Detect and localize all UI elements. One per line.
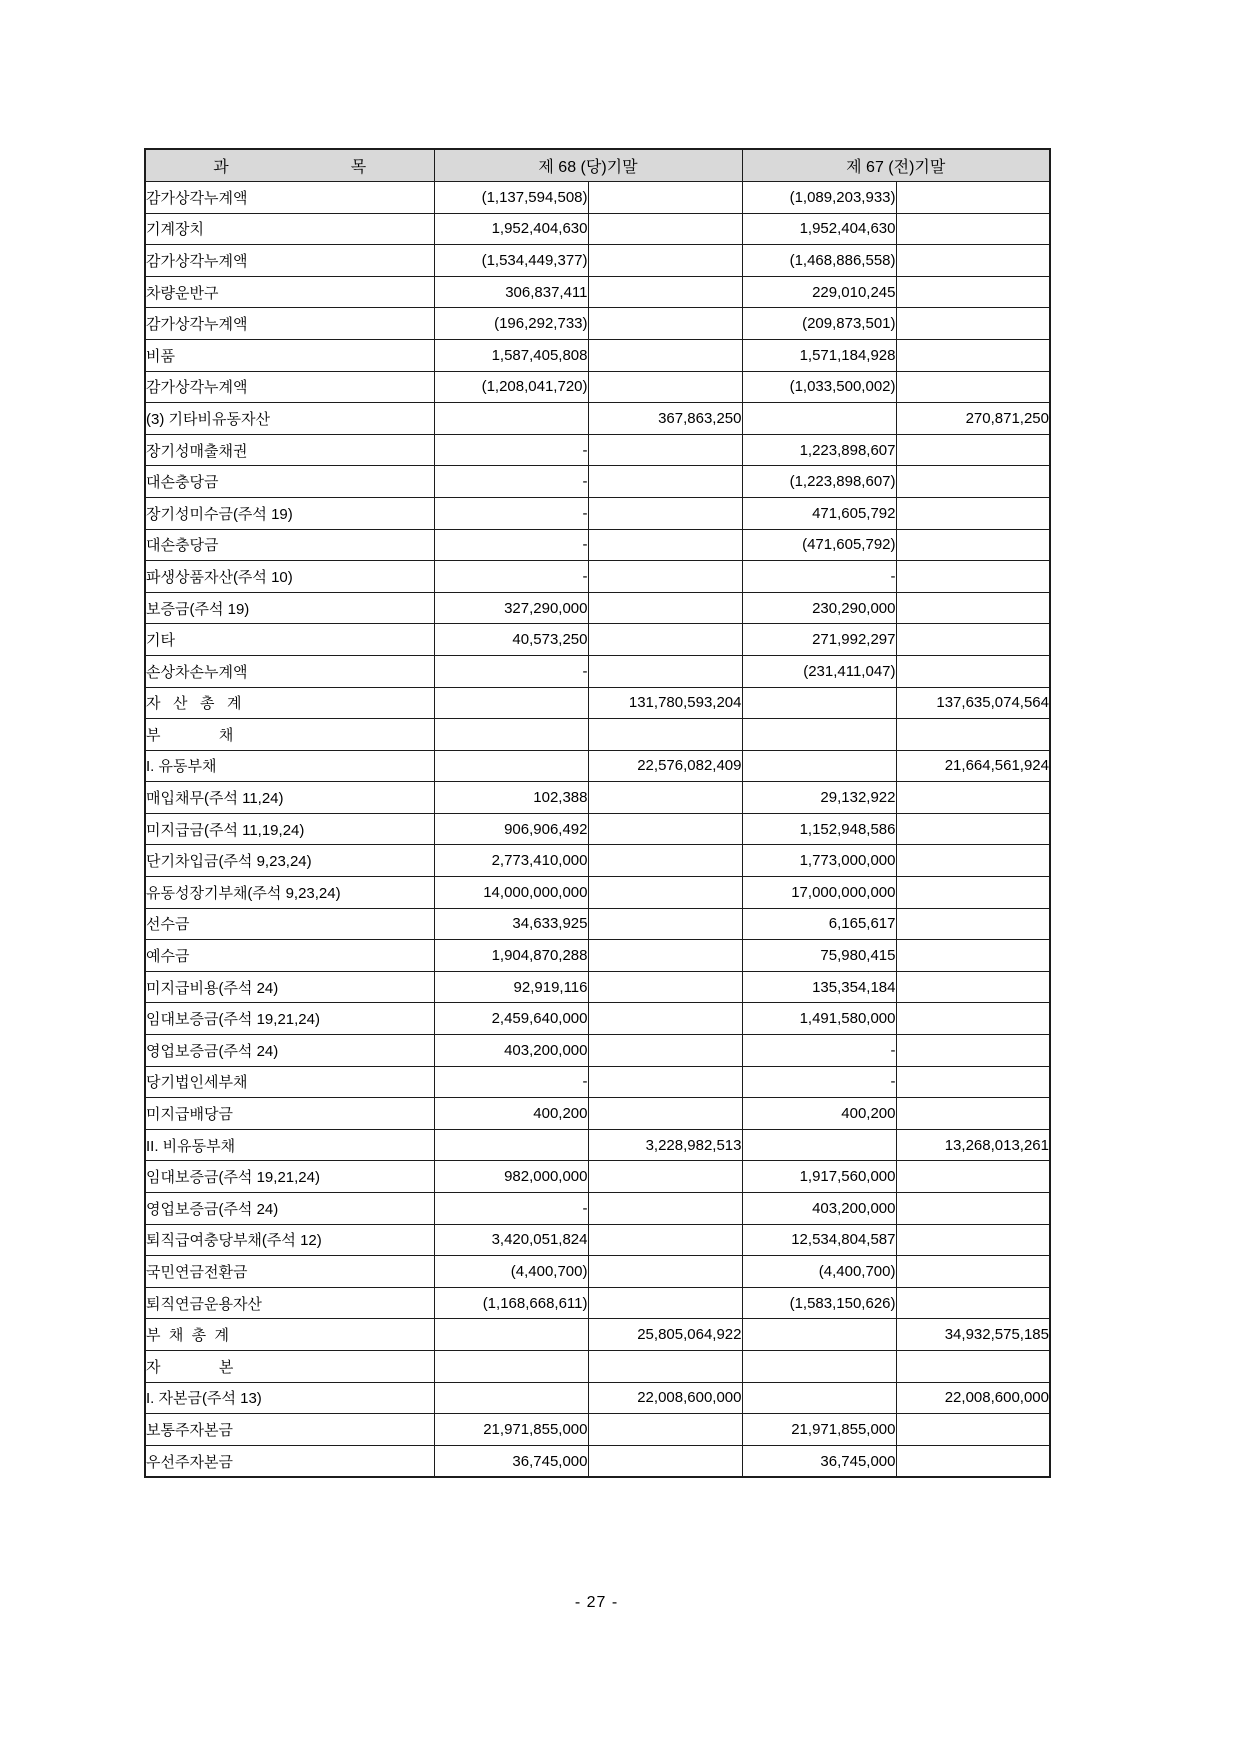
prior-total-amount-cell (896, 339, 1050, 371)
table-row (145, 1003, 1050, 1035)
table-row (145, 1350, 1050, 1382)
current-detail-amount-cell: 403,200,000 (434, 1035, 588, 1067)
current-detail-amount-cell: - (434, 434, 588, 466)
current-total-amount-cell: 131,780,593,204 (588, 687, 742, 719)
prior-detail-amount-cell (742, 1129, 896, 1161)
item-cell: 기계장치 (145, 213, 434, 245)
table-row (145, 750, 1050, 782)
table-row (145, 719, 1050, 751)
prior-detail-amount-cell: (4,400,700) (742, 1256, 896, 1288)
prior-total-amount-cell: 22,008,600,000 (896, 1382, 1050, 1414)
item-cell: 유동성장기부채(주석 9,23,24) (145, 877, 434, 909)
item-cell: 감가상각누계액 (145, 371, 434, 403)
item-cell: 국민연금전환금 (145, 1256, 434, 1288)
current-detail-amount-cell (434, 403, 588, 435)
current-detail-amount-cell: (4,400,700) (434, 1256, 588, 1288)
item-cell: 감가상각누계액 (145, 245, 434, 277)
current-detail-amount-cell: 3,420,051,824 (434, 1224, 588, 1256)
prior-detail-amount-cell: (1,089,203,933) (742, 182, 896, 214)
prior-total-amount-cell (896, 940, 1050, 972)
item-cell: 자 본 (145, 1350, 434, 1382)
table-row (145, 1319, 1050, 1351)
current-detail-amount-cell: 982,000,000 (434, 1161, 588, 1193)
prior-detail-amount-cell (742, 403, 896, 435)
prior-detail-amount-cell: 17,000,000,000 (742, 877, 896, 909)
current-detail-amount-cell: 36,745,000 (434, 1445, 588, 1477)
prior-detail-amount-cell: 12,534,804,587 (742, 1224, 896, 1256)
current-total-amount-cell (588, 182, 742, 214)
table-row (145, 1066, 1050, 1098)
current-total-amount-cell: 367,863,250 (588, 403, 742, 435)
prior-detail-amount-cell: 471,605,792 (742, 497, 896, 529)
current-total-amount-cell (588, 245, 742, 277)
table-row (145, 1161, 1050, 1193)
current-total-amount-cell (588, 434, 742, 466)
current-detail-amount-cell: 2,459,640,000 (434, 1003, 588, 1035)
prior-total-amount-cell (896, 561, 1050, 593)
item-cell: 임대보증금(주석 19,21,24) (145, 1161, 434, 1193)
table-body (145, 182, 1050, 1478)
balance-sheet-table (144, 148, 1051, 1478)
item-cell: 부 채 (145, 719, 434, 751)
item-cell: 영업보증금(주석 24) (145, 1035, 434, 1067)
table-row (145, 1098, 1050, 1130)
prior-detail-amount-cell (742, 719, 896, 751)
prior-detail-amount-cell (742, 1382, 896, 1414)
current-total-amount-cell (588, 308, 742, 340)
prior-total-amount-cell (896, 529, 1050, 561)
current-detail-amount-cell: 102,388 (434, 782, 588, 814)
current-detail-amount-cell (434, 1350, 588, 1382)
item-cell: 퇴직연금운용자산 (145, 1287, 434, 1319)
prior-detail-amount-cell: - (742, 1066, 896, 1098)
current-detail-amount-cell: - (434, 1193, 588, 1225)
header-current-period: 제 68 (당)기말 (434, 149, 742, 182)
item-cell: 대손충당금 (145, 529, 434, 561)
table-row (145, 434, 1050, 466)
current-total-amount-cell (588, 1003, 742, 1035)
table-row (145, 624, 1050, 656)
table-row (145, 1035, 1050, 1067)
current-total-amount-cell (588, 1414, 742, 1446)
current-detail-amount-cell: - (434, 561, 588, 593)
current-detail-amount-cell: (1,168,668,611) (434, 1287, 588, 1319)
current-total-amount-cell (588, 813, 742, 845)
current-detail-amount-cell: 306,837,411 (434, 276, 588, 308)
prior-total-amount-cell (896, 245, 1050, 277)
current-total-amount-cell (588, 466, 742, 498)
table-row (145, 1287, 1050, 1319)
current-detail-amount-cell: (1,208,041,720) (434, 371, 588, 403)
item-cell: 임대보증금(주석 19,21,24) (145, 1003, 434, 1035)
table-row (145, 339, 1050, 371)
item-cell: 단기차입금(주석 9,23,24) (145, 845, 434, 877)
table-row (145, 276, 1050, 308)
table-row (145, 655, 1050, 687)
current-total-amount-cell (588, 213, 742, 245)
prior-detail-amount-cell (742, 1350, 896, 1382)
current-detail-amount-cell: 14,000,000,000 (434, 877, 588, 909)
current-detail-amount-cell: (1,137,594,508) (434, 182, 588, 214)
prior-total-amount-cell (896, 1287, 1050, 1319)
prior-detail-amount-cell: 229,010,245 (742, 276, 896, 308)
prior-total-amount-cell (896, 813, 1050, 845)
current-detail-amount-cell: 1,587,405,808 (434, 339, 588, 371)
table-row (145, 1193, 1050, 1225)
prior-total-amount-cell: 34,932,575,185 (896, 1319, 1050, 1351)
prior-detail-amount-cell: 36,745,000 (742, 1445, 896, 1477)
table-row (145, 1414, 1050, 1446)
current-total-amount-cell (588, 782, 742, 814)
prior-total-amount-cell (896, 1003, 1050, 1035)
prior-total-amount-cell (896, 276, 1050, 308)
item-cell: 장기성매출채권 (145, 434, 434, 466)
current-total-amount-cell (588, 719, 742, 751)
current-total-amount-cell (588, 529, 742, 561)
current-detail-amount-cell: 34,633,925 (434, 908, 588, 940)
prior-total-amount-cell: 137,635,074,564 (896, 687, 1050, 719)
current-detail-amount-cell: 40,573,250 (434, 624, 588, 656)
prior-detail-amount-cell: (1,468,886,558) (742, 245, 896, 277)
item-cell: 대손충당금 (145, 466, 434, 498)
item-cell: 미지급비용(주석 24) (145, 971, 434, 1003)
prior-detail-amount-cell: 135,354,184 (742, 971, 896, 1003)
prior-detail-amount-cell: 1,571,184,928 (742, 339, 896, 371)
item-cell: I. 자본금(주석 13) (145, 1382, 434, 1414)
header-item-label-left: 과 (213, 159, 229, 176)
table-row (145, 971, 1050, 1003)
current-total-amount-cell (588, 497, 742, 529)
current-total-amount-cell (588, 1350, 742, 1382)
table-row (145, 529, 1050, 561)
header-prior-period: 제 67 (전)기말 (742, 149, 1050, 182)
current-total-amount-cell (588, 592, 742, 624)
prior-total-amount-cell (896, 971, 1050, 1003)
current-total-amount-cell (588, 1066, 742, 1098)
current-total-amount-cell (588, 655, 742, 687)
current-total-amount-cell (588, 1035, 742, 1067)
prior-total-amount-cell (896, 497, 1050, 529)
table-row (145, 245, 1050, 277)
current-total-amount-cell (588, 276, 742, 308)
current-total-amount-cell: 25,805,064,922 (588, 1319, 742, 1351)
prior-total-amount-cell (896, 182, 1050, 214)
item-cell: 선수금 (145, 908, 434, 940)
prior-total-amount-cell (896, 655, 1050, 687)
current-detail-amount-cell (434, 719, 588, 751)
prior-total-amount-cell (896, 213, 1050, 245)
current-detail-amount-cell: 2,773,410,000 (434, 845, 588, 877)
prior-total-amount-cell (896, 1256, 1050, 1288)
prior-detail-amount-cell: (209,873,501) (742, 308, 896, 340)
table-row (145, 371, 1050, 403)
prior-detail-amount-cell: 29,132,922 (742, 782, 896, 814)
prior-total-amount-cell (896, 1224, 1050, 1256)
item-cell: 감가상각누계액 (145, 308, 434, 340)
table-row (145, 1129, 1050, 1161)
prior-detail-amount-cell: 230,290,000 (742, 592, 896, 624)
prior-total-amount-cell (896, 1350, 1050, 1382)
table-row (145, 466, 1050, 498)
item-cell: I. 유동부채 (145, 750, 434, 782)
prior-total-amount-cell (896, 434, 1050, 466)
prior-detail-amount-cell: (1,223,898,607) (742, 466, 896, 498)
prior-total-amount-cell: 21,664,561,924 (896, 750, 1050, 782)
item-cell: 퇴직급여충당부채(주석 12) (145, 1224, 434, 1256)
prior-detail-amount-cell (742, 1319, 896, 1351)
prior-total-amount-cell (896, 1098, 1050, 1130)
prior-detail-amount-cell: 403,200,000 (742, 1193, 896, 1225)
current-detail-amount-cell: 1,952,404,630 (434, 213, 588, 245)
current-total-amount-cell (588, 1256, 742, 1288)
current-total-amount-cell (588, 845, 742, 877)
item-cell: 예수금 (145, 940, 434, 972)
current-total-amount-cell (588, 971, 742, 1003)
prior-detail-amount-cell: 75,980,415 (742, 940, 896, 972)
item-cell: 당기법인세부채 (145, 1066, 434, 1098)
current-detail-amount-cell (434, 1129, 588, 1161)
table-row (145, 687, 1050, 719)
table-row (145, 403, 1050, 435)
item-cell: 미지급금(주석 11,19,24) (145, 813, 434, 845)
prior-total-amount-cell (896, 1066, 1050, 1098)
prior-total-amount-cell (896, 1193, 1050, 1225)
current-total-amount-cell (588, 1445, 742, 1477)
table-row (145, 782, 1050, 814)
prior-total-amount-cell (896, 624, 1050, 656)
prior-total-amount-cell (896, 1414, 1050, 1446)
prior-detail-amount-cell: 1,152,948,586 (742, 813, 896, 845)
current-detail-amount-cell: - (434, 497, 588, 529)
current-total-amount-cell (588, 339, 742, 371)
item-cell: 감가상각누계액 (145, 182, 434, 214)
prior-total-amount-cell: 13,268,013,261 (896, 1129, 1050, 1161)
current-total-amount-cell: 3,228,982,513 (588, 1129, 742, 1161)
current-detail-amount-cell (434, 687, 588, 719)
prior-detail-amount-cell: 6,165,617 (742, 908, 896, 940)
item-cell: 기타 (145, 624, 434, 656)
current-total-amount-cell (588, 624, 742, 656)
prior-total-amount-cell (896, 782, 1050, 814)
table-header-row (145, 149, 1050, 182)
prior-total-amount-cell (896, 719, 1050, 751)
current-total-amount-cell (588, 908, 742, 940)
prior-detail-amount-cell: (471,605,792) (742, 529, 896, 561)
prior-detail-amount-cell: 1,917,560,000 (742, 1161, 896, 1193)
current-detail-amount-cell: (1,534,449,377) (434, 245, 588, 277)
item-cell: 비품 (145, 339, 434, 371)
current-detail-amount-cell: 327,290,000 (434, 592, 588, 624)
prior-total-amount-cell (896, 908, 1050, 940)
current-total-amount-cell (588, 1098, 742, 1130)
current-detail-amount-cell: 400,200 (434, 1098, 588, 1130)
prior-detail-amount-cell: 271,992,297 (742, 624, 896, 656)
table-row (145, 908, 1050, 940)
item-cell: II. 비유동부채 (145, 1129, 434, 1161)
prior-detail-amount-cell (742, 687, 896, 719)
prior-detail-amount-cell: (1,583,150,626) (742, 1287, 896, 1319)
item-cell: 보통주자본금 (145, 1414, 434, 1446)
item-cell: 부 채 총 계 (145, 1319, 434, 1351)
current-detail-amount-cell: 1,904,870,288 (434, 940, 588, 972)
current-detail-amount-cell: - (434, 529, 588, 561)
item-cell: 자 산 총 계 (145, 687, 434, 719)
prior-total-amount-cell (896, 877, 1050, 909)
table-row (145, 940, 1050, 972)
current-total-amount-cell: 22,576,082,409 (588, 750, 742, 782)
prior-detail-amount-cell: 400,200 (742, 1098, 896, 1130)
current-total-amount-cell (588, 1287, 742, 1319)
item-cell: 미지급배당금 (145, 1098, 434, 1130)
page-number: - 27 - (574, 1594, 619, 1611)
prior-detail-amount-cell: 21,971,855,000 (742, 1414, 896, 1446)
table-row (145, 497, 1050, 529)
prior-detail-amount-cell: 1,773,000,000 (742, 845, 896, 877)
prior-total-amount-cell (896, 466, 1050, 498)
current-total-amount-cell (588, 940, 742, 972)
prior-total-amount-cell (896, 1035, 1050, 1067)
current-total-amount-cell: 22,008,600,000 (588, 1382, 742, 1414)
table-row (145, 308, 1050, 340)
current-detail-amount-cell: 21,971,855,000 (434, 1414, 588, 1446)
current-detail-amount-cell: - (434, 466, 588, 498)
prior-total-amount-cell: 270,871,250 (896, 403, 1050, 435)
item-cell: 장기성미수금(주석 19) (145, 497, 434, 529)
table-row (145, 1445, 1050, 1477)
item-cell: 우선주자본금 (145, 1445, 434, 1477)
item-cell: 손상차손누계액 (145, 655, 434, 687)
current-detail-amount-cell (434, 750, 588, 782)
prior-detail-amount-cell: - (742, 1035, 896, 1067)
table-row (145, 561, 1050, 593)
current-detail-amount-cell: (196,292,733) (434, 308, 588, 340)
current-total-amount-cell (588, 1224, 742, 1256)
current-detail-amount-cell: 906,906,492 (434, 813, 588, 845)
current-detail-amount-cell: - (434, 1066, 588, 1098)
table-row (145, 1382, 1050, 1414)
item-cell: 매입채무(주석 11,24) (145, 782, 434, 814)
prior-detail-amount-cell: 1,952,404,630 (742, 213, 896, 245)
prior-detail-amount-cell: (231,411,047) (742, 655, 896, 687)
current-detail-amount-cell: 92,919,116 (434, 971, 588, 1003)
item-cell: 파생상품자산(주석 10) (145, 561, 434, 593)
prior-detail-amount-cell: - (742, 561, 896, 593)
prior-detail-amount-cell (742, 750, 896, 782)
table-row (145, 1224, 1050, 1256)
header-item-label-right: 목 (350, 159, 367, 176)
current-total-amount-cell (588, 1193, 742, 1225)
table-row (145, 813, 1050, 845)
table-row (145, 845, 1050, 877)
current-detail-amount-cell (434, 1319, 588, 1351)
current-total-amount-cell (588, 561, 742, 593)
prior-total-amount-cell (896, 371, 1050, 403)
prior-detail-amount-cell: (1,033,500,002) (742, 371, 896, 403)
item-cell: 영업보증금(주석 24) (145, 1193, 434, 1225)
item-cell: 보증금(주석 19) (145, 592, 434, 624)
current-detail-amount-cell: - (434, 655, 588, 687)
header-item-column (145, 149, 434, 182)
current-total-amount-cell (588, 371, 742, 403)
prior-total-amount-cell (896, 1445, 1050, 1477)
table-row (145, 592, 1050, 624)
table-row (145, 213, 1050, 245)
prior-detail-amount-cell: 1,223,898,607 (742, 434, 896, 466)
prior-total-amount-cell (896, 592, 1050, 624)
table-row (145, 1256, 1050, 1288)
current-detail-amount-cell (434, 1382, 588, 1414)
current-total-amount-cell (588, 877, 742, 909)
prior-detail-amount-cell: 1,491,580,000 (742, 1003, 896, 1035)
table-row (145, 877, 1050, 909)
current-total-amount-cell (588, 1161, 742, 1193)
item-cell: (3) 기타비유동자산 (145, 403, 434, 435)
prior-total-amount-cell (896, 308, 1050, 340)
prior-total-amount-cell (896, 1161, 1050, 1193)
item-cell: 차량운반구 (145, 276, 434, 308)
table-row (145, 182, 1050, 214)
prior-total-amount-cell (896, 845, 1050, 877)
